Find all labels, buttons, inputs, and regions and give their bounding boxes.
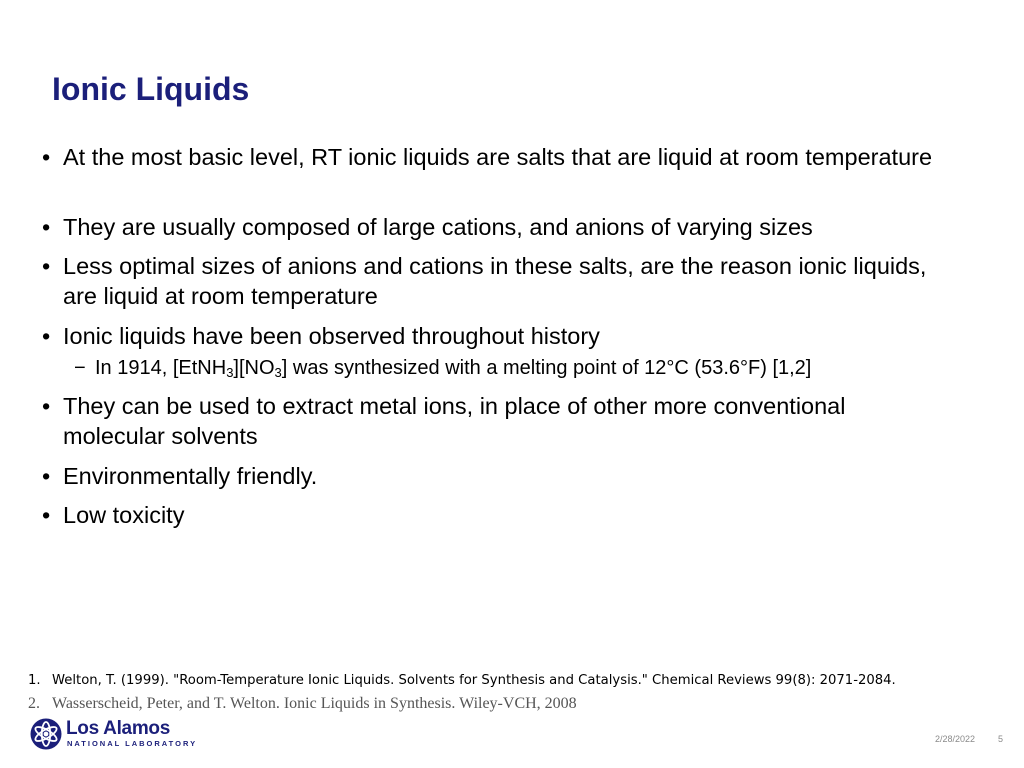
bullet-text: Less optimal sizes of anions and cations in these salts, are the reason ionic liquids, are liquid at room temperature xyxy=(63,253,927,309)
bullet-text: At the most basic level, RT ionic liquids are salts that are liquid at room temperature xyxy=(63,144,933,170)
reference-text: Welton, T. (1999). "Room-Temperature Ionic Liquids. Solvents for Synthesis and Catalysis." Chemical Reviews 99(8): 2071-2084. xyxy=(52,673,896,688)
atom-logo-icon xyxy=(30,718,62,750)
bullet-text: Environmentally friendly. xyxy=(63,463,318,489)
bullet-marker: • xyxy=(42,323,51,349)
reference-number: 1. xyxy=(28,673,41,688)
slide-date: 2/28/2022 xyxy=(935,734,976,744)
bullet-marker: • xyxy=(42,463,51,489)
logo-wordmark: Los Alamos xyxy=(66,718,170,739)
formula-middle: ][NO xyxy=(233,357,275,379)
logo-subtitle: NATIONAL LABORATORY xyxy=(67,739,198,748)
sub-bullet-marker: − xyxy=(74,357,86,379)
bullet-text: Ionic liquids have been observed throughout history xyxy=(63,323,600,349)
reference-text: Wasserscheid, Peter, and T. Welton. Ionic Liquids in Synthesis. Wiley-VCH, 2008 xyxy=(52,695,577,712)
formula-subscript: 3 xyxy=(226,365,234,380)
bullet-marker: • xyxy=(42,214,51,240)
reference-number: 2. xyxy=(28,695,40,712)
slide-number: 5 xyxy=(998,734,1004,744)
bullet-text: They are usually composed of large cations, and anions of varying sizes xyxy=(63,214,813,240)
bullet-marker: • xyxy=(42,393,51,419)
formula-suffix: ] was synthesized with a melting point of 12°C (53.6°F) [1,2] xyxy=(281,357,812,379)
bullet-marker: • xyxy=(42,144,51,170)
bullet-text: They can be used to extract metal ions, in place of other more conventional molecular solvents xyxy=(63,393,846,449)
formula-prefix: In 1914, [EtNH xyxy=(95,357,227,379)
bullet-text: Low toxicity xyxy=(63,502,185,528)
formula-subscript: 3 xyxy=(274,365,282,380)
reference-item xyxy=(28,695,577,713)
slide-title: Ionic Liquids xyxy=(52,71,250,107)
bullet-marker: • xyxy=(42,253,51,279)
sub-bullet-text xyxy=(95,355,811,381)
reference-item xyxy=(28,673,896,688)
bullet-marker: • xyxy=(42,502,51,528)
los-alamos-logo xyxy=(30,718,198,752)
